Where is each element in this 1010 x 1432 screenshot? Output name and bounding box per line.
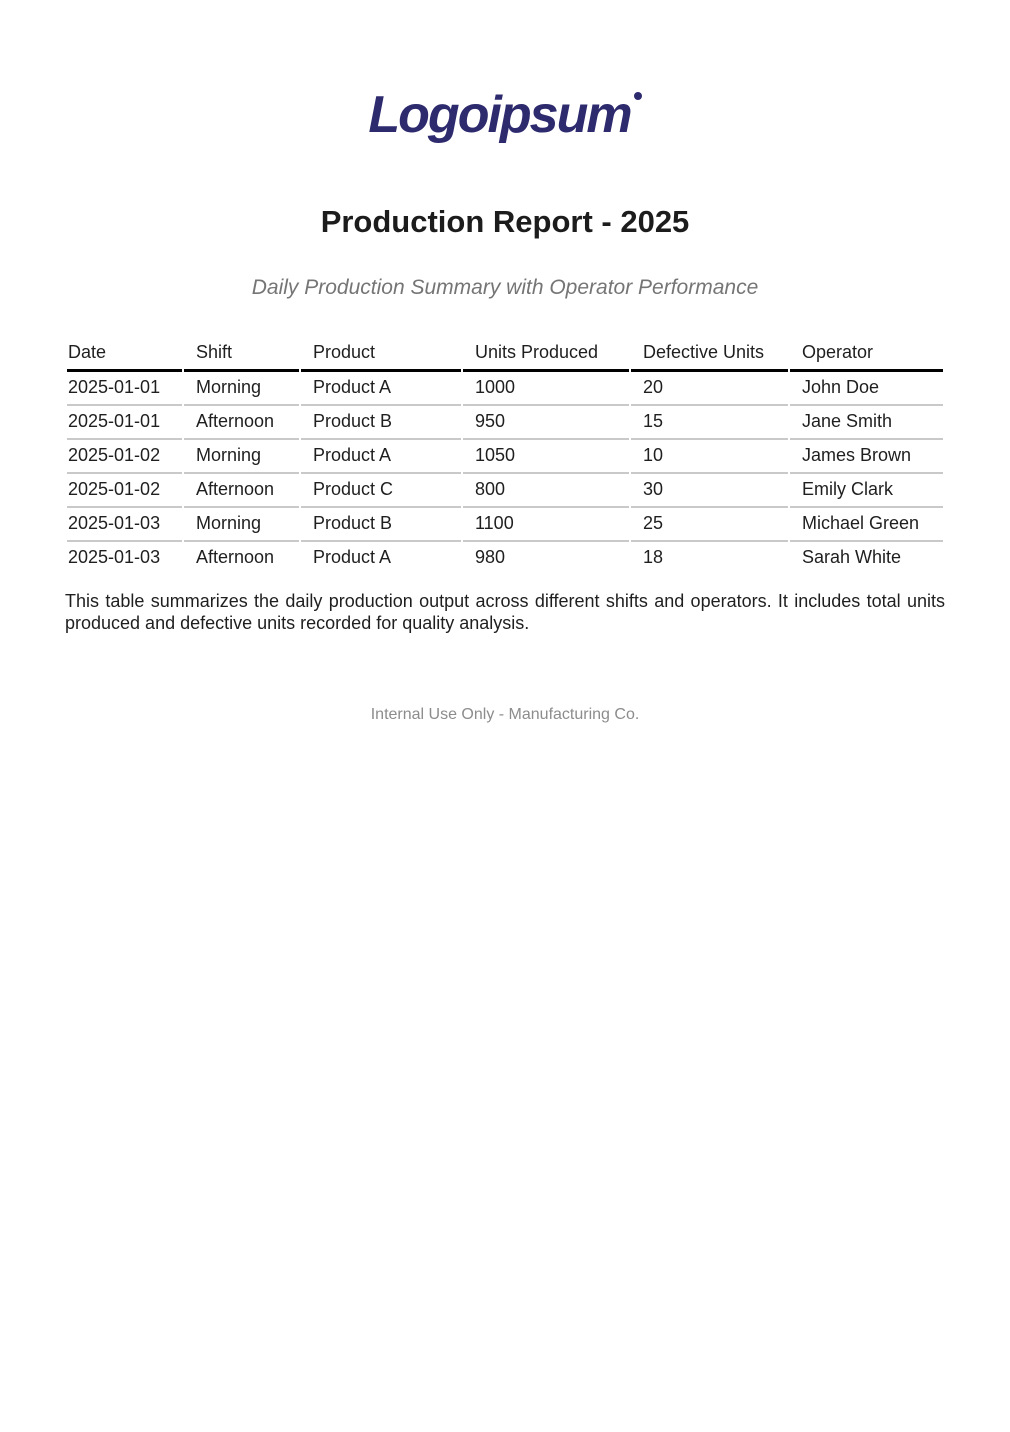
cell-operator: Emily Clark xyxy=(790,474,943,508)
cell-units-produced: 1050 xyxy=(463,440,629,474)
table-row xyxy=(67,474,943,508)
cell-product: Product C xyxy=(301,474,461,508)
summary-paragraph: This table summarizes the daily production output across different shifts and operators. It includes total units produced and defective units recorded for quality analysis. xyxy=(65,590,945,634)
column-header-units-produced: Units Produced xyxy=(463,339,629,372)
cell-date: 2025-01-03 xyxy=(68,546,161,567)
cell-defective-units: 15 xyxy=(631,406,788,440)
column-header-defective-units: Defective Units xyxy=(631,339,788,372)
cell-date: 2025-01-01 xyxy=(67,372,182,406)
cell-units-produced: 800 xyxy=(463,474,629,508)
cell-units-produced: 1000 xyxy=(463,372,629,406)
cell-product: Product B xyxy=(301,508,461,542)
report-subtitle: Daily Production Summary with Operator Performance xyxy=(251,276,759,300)
cell-defective-units: 18 xyxy=(643,546,664,567)
cell-defective-units: 30 xyxy=(631,474,788,508)
logo-container xyxy=(65,0,945,146)
table-row xyxy=(67,542,943,574)
table-row xyxy=(67,508,943,542)
table-header-row xyxy=(67,339,943,372)
cell-defective-units: 25 xyxy=(631,508,788,542)
column-header-operator: Operator xyxy=(790,339,943,372)
cell-date: 2025-01-01 xyxy=(67,406,182,440)
cell-shift: Morning xyxy=(184,440,299,474)
cell-shift: Morning xyxy=(184,372,299,406)
cell-product: Product B xyxy=(301,406,461,440)
cell-operator: John Doe xyxy=(790,372,943,406)
column-header-shift: Shift xyxy=(184,339,299,372)
table-row xyxy=(67,372,943,406)
footer-note: Internal Use Only - Manufacturing Co. xyxy=(370,706,640,724)
logo-dot-icon xyxy=(634,92,642,100)
logo-wordmark: Logoipsum xyxy=(368,86,631,144)
cell-operator: James Brown xyxy=(790,440,943,474)
cell-defective-units: 10 xyxy=(631,440,788,474)
report-title: Production Report - 2025 xyxy=(320,203,690,239)
cell-shift: Morning xyxy=(184,508,299,542)
cell-operator: Sarah White xyxy=(802,546,902,567)
column-header-date: Date xyxy=(67,339,182,372)
cell-product: Product A xyxy=(301,372,461,406)
cell-defective-units: 20 xyxy=(631,372,788,406)
cell-operator: Jane Smith xyxy=(790,406,943,440)
cell-date: 2025-01-02 xyxy=(67,474,182,508)
table-row xyxy=(67,406,943,440)
column-header-product: Product xyxy=(301,339,461,372)
cell-product: Product A xyxy=(313,546,392,567)
cell-date: 2025-01-02 xyxy=(67,440,182,474)
table-row xyxy=(67,440,943,474)
cell-units-produced: 950 xyxy=(463,406,629,440)
cell-operator: Michael Green xyxy=(790,508,943,542)
company-logo xyxy=(368,86,641,146)
cell-shift: Afternoon xyxy=(184,474,299,508)
cell-shift: Afternoon xyxy=(184,406,299,440)
cell-units-produced: 1100 xyxy=(463,508,629,542)
cell-product: Product A xyxy=(301,440,461,474)
cell-shift: Afternoon xyxy=(196,546,275,567)
production-table xyxy=(65,339,945,574)
cell-date: 2025-01-03 xyxy=(67,508,182,542)
cell-units-produced: 980 xyxy=(475,546,506,567)
